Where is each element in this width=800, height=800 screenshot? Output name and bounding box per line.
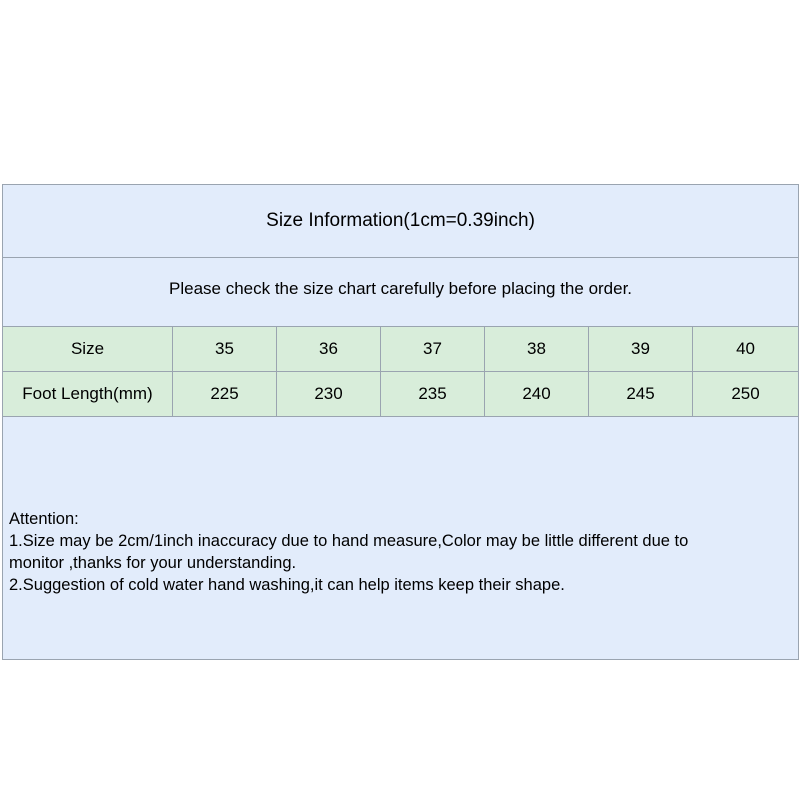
table-subtitle-row	[3, 258, 799, 327]
foot-length-value-6: 250	[693, 372, 799, 417]
table-title-row	[3, 185, 799, 258]
size-value-6: 40	[693, 327, 799, 372]
foot-length-value-5: 245	[589, 372, 693, 417]
attention-line-2: monitor ,thanks for your understanding.	[9, 554, 297, 572]
attention-notes	[3, 417, 799, 660]
attention-line-3: 2.Suggestion of cold water hand washing,it can help items keep their shape.	[9, 575, 565, 594]
table-title: Size Information(1cm=0.39inch)	[3, 185, 799, 258]
foot-length-value-3: 235	[381, 372, 485, 417]
table-subtitle: Please check the size chart carefully before placing the order.	[3, 258, 799, 327]
size-value-3: 37	[381, 327, 485, 372]
size-value-1: 35	[173, 327, 277, 372]
row-header-foot-length: Foot Length(mm)	[3, 372, 173, 417]
foot-length-value-1: 225	[173, 372, 277, 417]
foot-length-value-2: 230	[277, 372, 381, 417]
foot-length-value-4: 240	[485, 372, 589, 417]
size-information-table	[2, 184, 799, 660]
attention-row	[3, 417, 799, 660]
table-row-size	[3, 327, 799, 372]
row-header-size: Size	[3, 327, 173, 372]
size-value-4: 38	[485, 327, 589, 372]
size-value-5: 39	[589, 327, 693, 372]
table-row-foot-length	[3, 372, 799, 417]
attention-line-1: 1.Size may be 2cm/1inch inaccuracy due to hand measure,Color may be little different due to	[9, 532, 689, 551]
size-value-2: 36	[277, 327, 381, 372]
attention-heading: Attention:	[9, 510, 79, 529]
